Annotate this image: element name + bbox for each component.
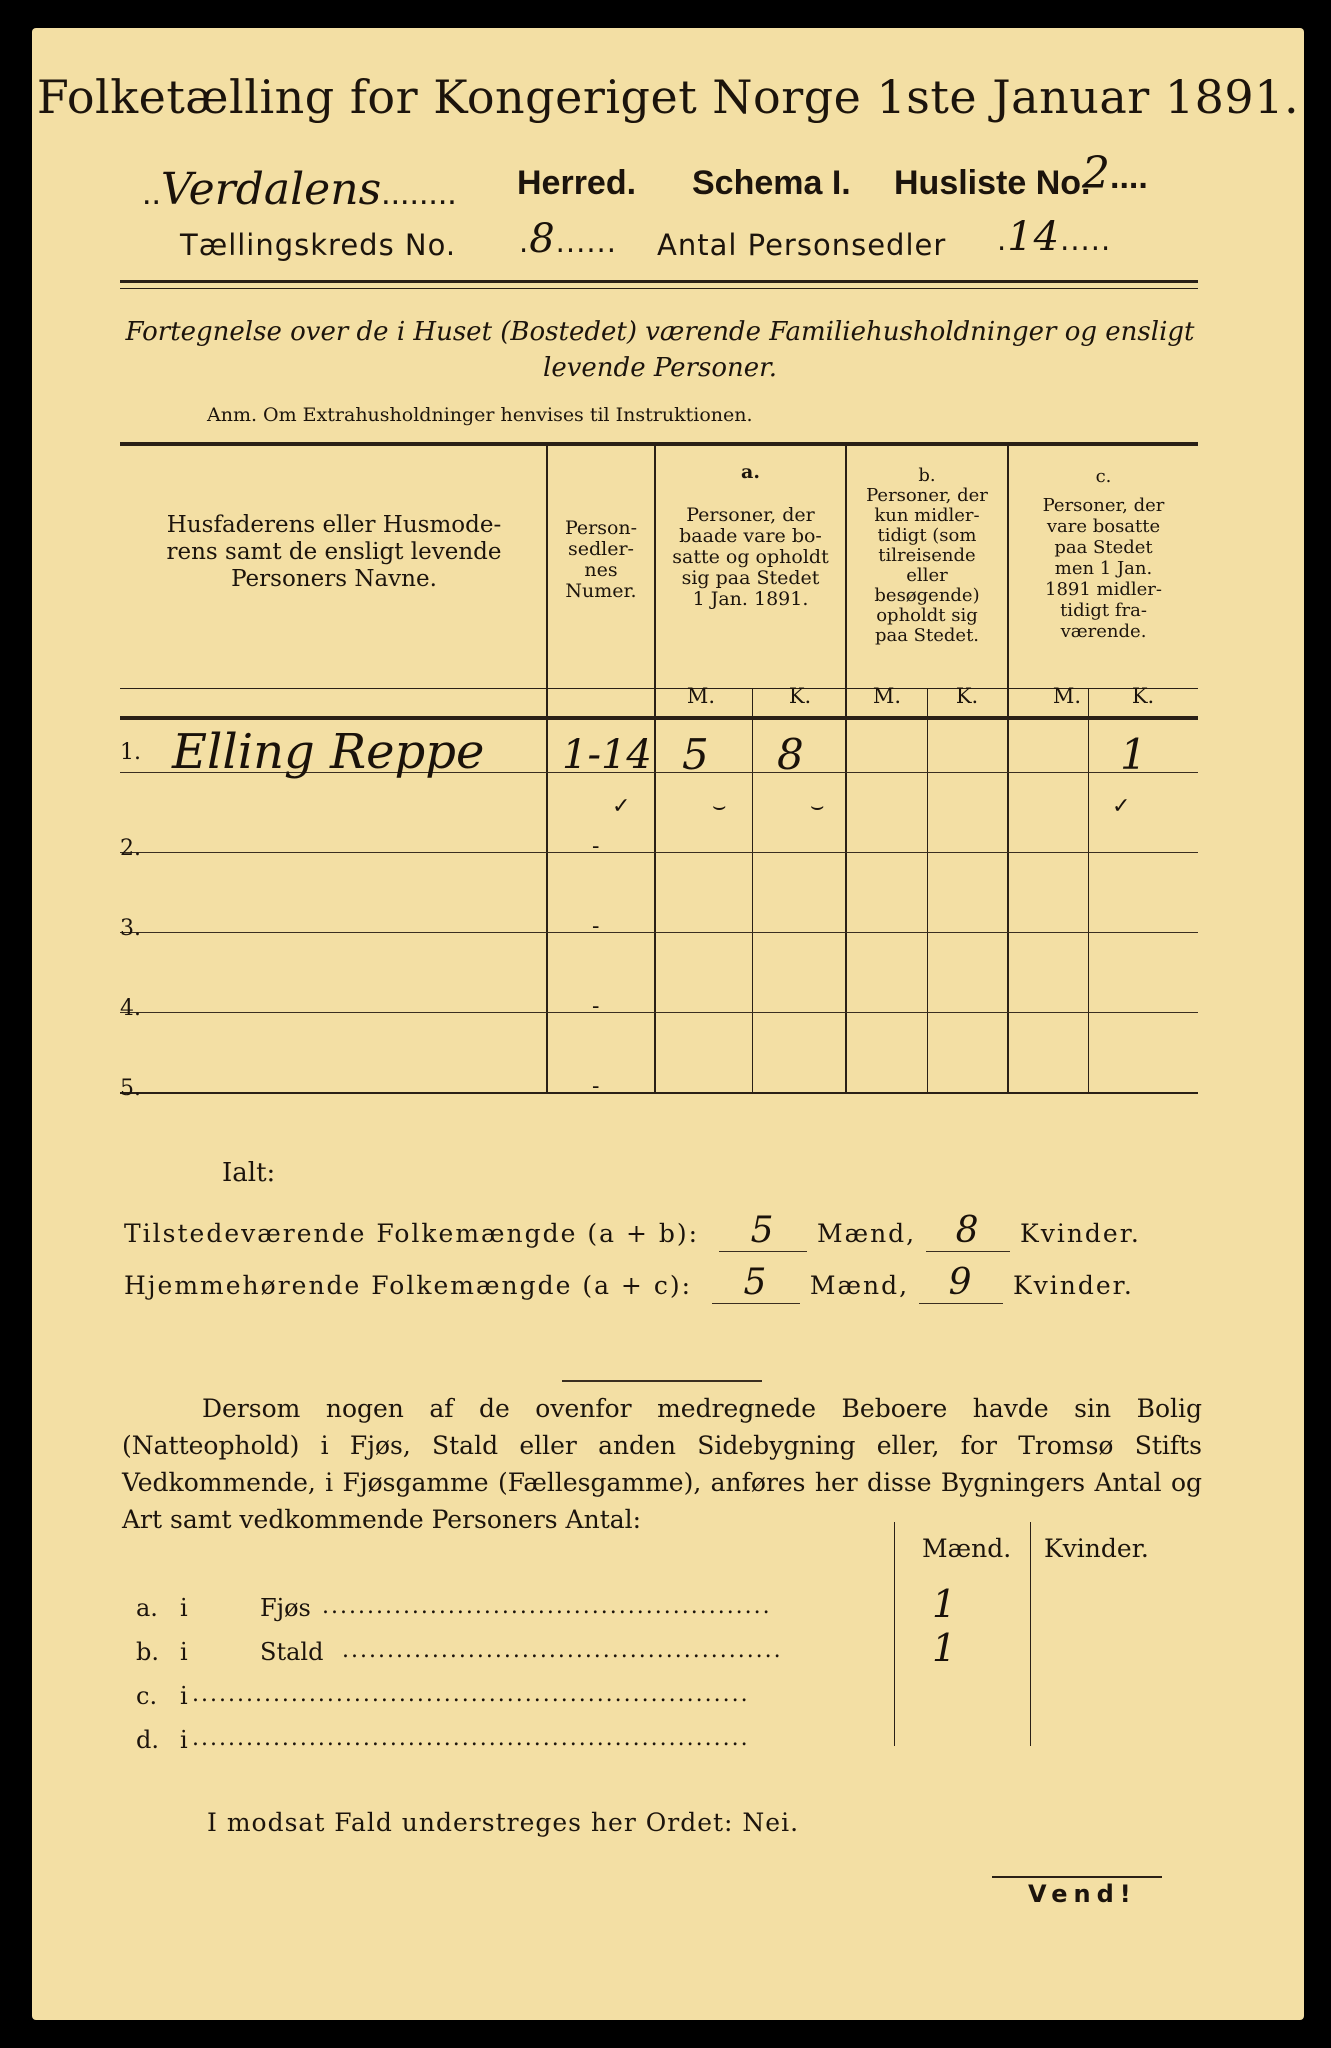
row-name: Elling Reppe (172, 724, 485, 780)
husliste-value-wrap: 2.... (1082, 148, 1148, 199)
building-letter: c. (136, 1682, 158, 1710)
separator-rule (562, 1380, 762, 1382)
herred-row: ..Verdalens........ (142, 164, 457, 215)
description-line2: levende Personer. (543, 353, 777, 383)
dot-leader: ................................................. (342, 1638, 783, 1663)
row-line (120, 932, 1198, 933)
husliste-value: 2 (1082, 148, 1110, 199)
herred-label: Herred. (517, 164, 637, 202)
row-number: 5. (120, 1076, 141, 1101)
description-line1: Fortegnelse over de i Huset (Bostedet) værende Familiehusholdninger og ensligt (125, 317, 1195, 347)
col-divider-mk (927, 688, 928, 1094)
vend-rule (992, 1876, 1162, 1878)
taellingskreds-label: Tællingskreds No. (180, 228, 457, 262)
building-prep: i (180, 1638, 188, 1666)
hjemme-maend: 5 (743, 1262, 769, 1303)
a-m-label: M. (686, 684, 716, 708)
row-c-k: 1 (1120, 730, 1147, 779)
top-rule (120, 280, 1198, 283)
row-number: 4. (120, 996, 141, 1021)
building-prep: i (180, 1682, 188, 1710)
row-numer: - (592, 994, 600, 1019)
row-numer: - (592, 914, 600, 939)
check-icon: ⌣ (712, 794, 727, 819)
row-a-k: 8 (777, 730, 804, 779)
row-number: 1. (120, 740, 141, 765)
dot-leader: .............................................................. (192, 1682, 750, 1707)
col-header-b: b. Personer, der kun midler- tidigt (som tilreisende eller besøgende) opholdt sig paa Stedet. (866, 465, 988, 646)
schema-label: Schema I. (692, 164, 851, 202)
building-maend: 1 (932, 1582, 957, 1626)
buildings-divider (894, 1522, 895, 1746)
check-icon: ⌣ (810, 794, 825, 819)
table-bottom-rule (120, 1092, 1198, 1094)
building-letter: a. (136, 1594, 158, 1622)
tilstede-maend: 5 (750, 1210, 776, 1251)
check-icon: ✓ (612, 794, 631, 819)
dot-leader: .............................................................. (192, 1726, 750, 1751)
personsedler-value-wrap: .14..... (997, 214, 1112, 260)
row-a-m: 5 (682, 730, 709, 779)
c-k-label: K. (1131, 684, 1155, 708)
a-k-label: K. (788, 684, 812, 708)
buildings-maend-header: Mænd. (922, 1534, 1012, 1563)
husliste-label: Husliste No. (894, 164, 1091, 202)
table-header-bottom-rule (120, 716, 1198, 720)
form-title: Folketælling for Kongeriget Norge 1ste Januar 1891. (36, 70, 1300, 124)
row-numer: 1-14 (562, 732, 652, 778)
col-header-numer: Person- sedler- nes Numer. (564, 517, 638, 602)
row-numer: - (592, 834, 600, 859)
col-divider-mk (1088, 688, 1089, 1094)
herred-value: Verdalens (160, 164, 382, 215)
buildings-divider (1030, 1522, 1031, 1746)
row-numer: - (592, 1074, 600, 1099)
building-prep: i (180, 1726, 188, 1754)
row-number: 2. (120, 836, 141, 861)
taellingskreds-value-wrap: .8...... (519, 216, 617, 262)
building-label: Stald (260, 1638, 324, 1666)
row-line (120, 852, 1198, 853)
row-line (120, 1012, 1198, 1013)
b-k-label: K. (955, 684, 979, 708)
buildings-paragraph: Dersom nogen af de ovenfor medregnede Beboere havde sin Bolig (Natteophold) i Fjøs, Stald eller anden Sidebygning eller, for Tromsø Stifts Vedkommende, i Fjøsgamme (Fællesgamme), anføres her disse Bygningers Antal og Art samt vedkommende Personers Antal: (122, 1394, 1202, 1534)
col-divider-mk (752, 688, 753, 1094)
hjemme-row: Hjemmehørende Folkemængde (a + c): 5 Mænd, 9 Kvinder. (124, 1262, 1134, 1303)
building-label: Fjøs (260, 1594, 311, 1622)
dot-leader: .................................................. (322, 1594, 772, 1619)
building-letter: d. (136, 1726, 159, 1754)
c-m-label: M. (1052, 684, 1082, 708)
col-header-c: c. Personer, der vare bosatte paa Stedet men 1 Jan. 1891 midler- tidigt fra- værende. (1042, 466, 1165, 642)
table-top-rule (120, 442, 1198, 446)
census-form-page (32, 28, 1304, 2020)
check-icon: ✓ (1112, 794, 1131, 819)
modsat-fald-note: I modsat Fald understreges her Ordet: Nei. (207, 1808, 800, 1837)
personsedler-label: Antal Personsedler (657, 228, 947, 262)
taellingskreds-value: 8 (529, 216, 556, 262)
ialt-label: Ialt: (222, 1158, 276, 1188)
row-number: 3. (120, 916, 141, 941)
col-header-names: Husfaderens eller Husmode- rens samt de ensligt levende Personers Navne. (166, 512, 502, 592)
vend-label: Vend! (1028, 1880, 1137, 1908)
buildings-kvinder-header: Kvinder. (1044, 1534, 1149, 1563)
tilstede-kvinder: 8 (955, 1210, 981, 1251)
hjemme-kvinder: 9 (948, 1262, 974, 1303)
anm-note: Anm. Om Extrahusholdninger henvises til Instruktionen. (207, 404, 753, 426)
col-header-a: a. Personer, der baade vare bo- satte og opholdt sig paa Stedet 1 Jan. 1891. (672, 461, 829, 610)
building-letter: b. (136, 1638, 159, 1666)
tilstede-row: Tilstedeværende Folkemængde (a + b): 5 Mænd, 8 Kvinder. (124, 1210, 1141, 1251)
b-m-label: M. (872, 684, 902, 708)
building-prep: i (180, 1594, 188, 1622)
description (120, 314, 1200, 386)
personsedler-value: 14 (1007, 214, 1061, 260)
building-maend: 1 (932, 1626, 957, 1670)
top-rule-thin (120, 288, 1198, 289)
